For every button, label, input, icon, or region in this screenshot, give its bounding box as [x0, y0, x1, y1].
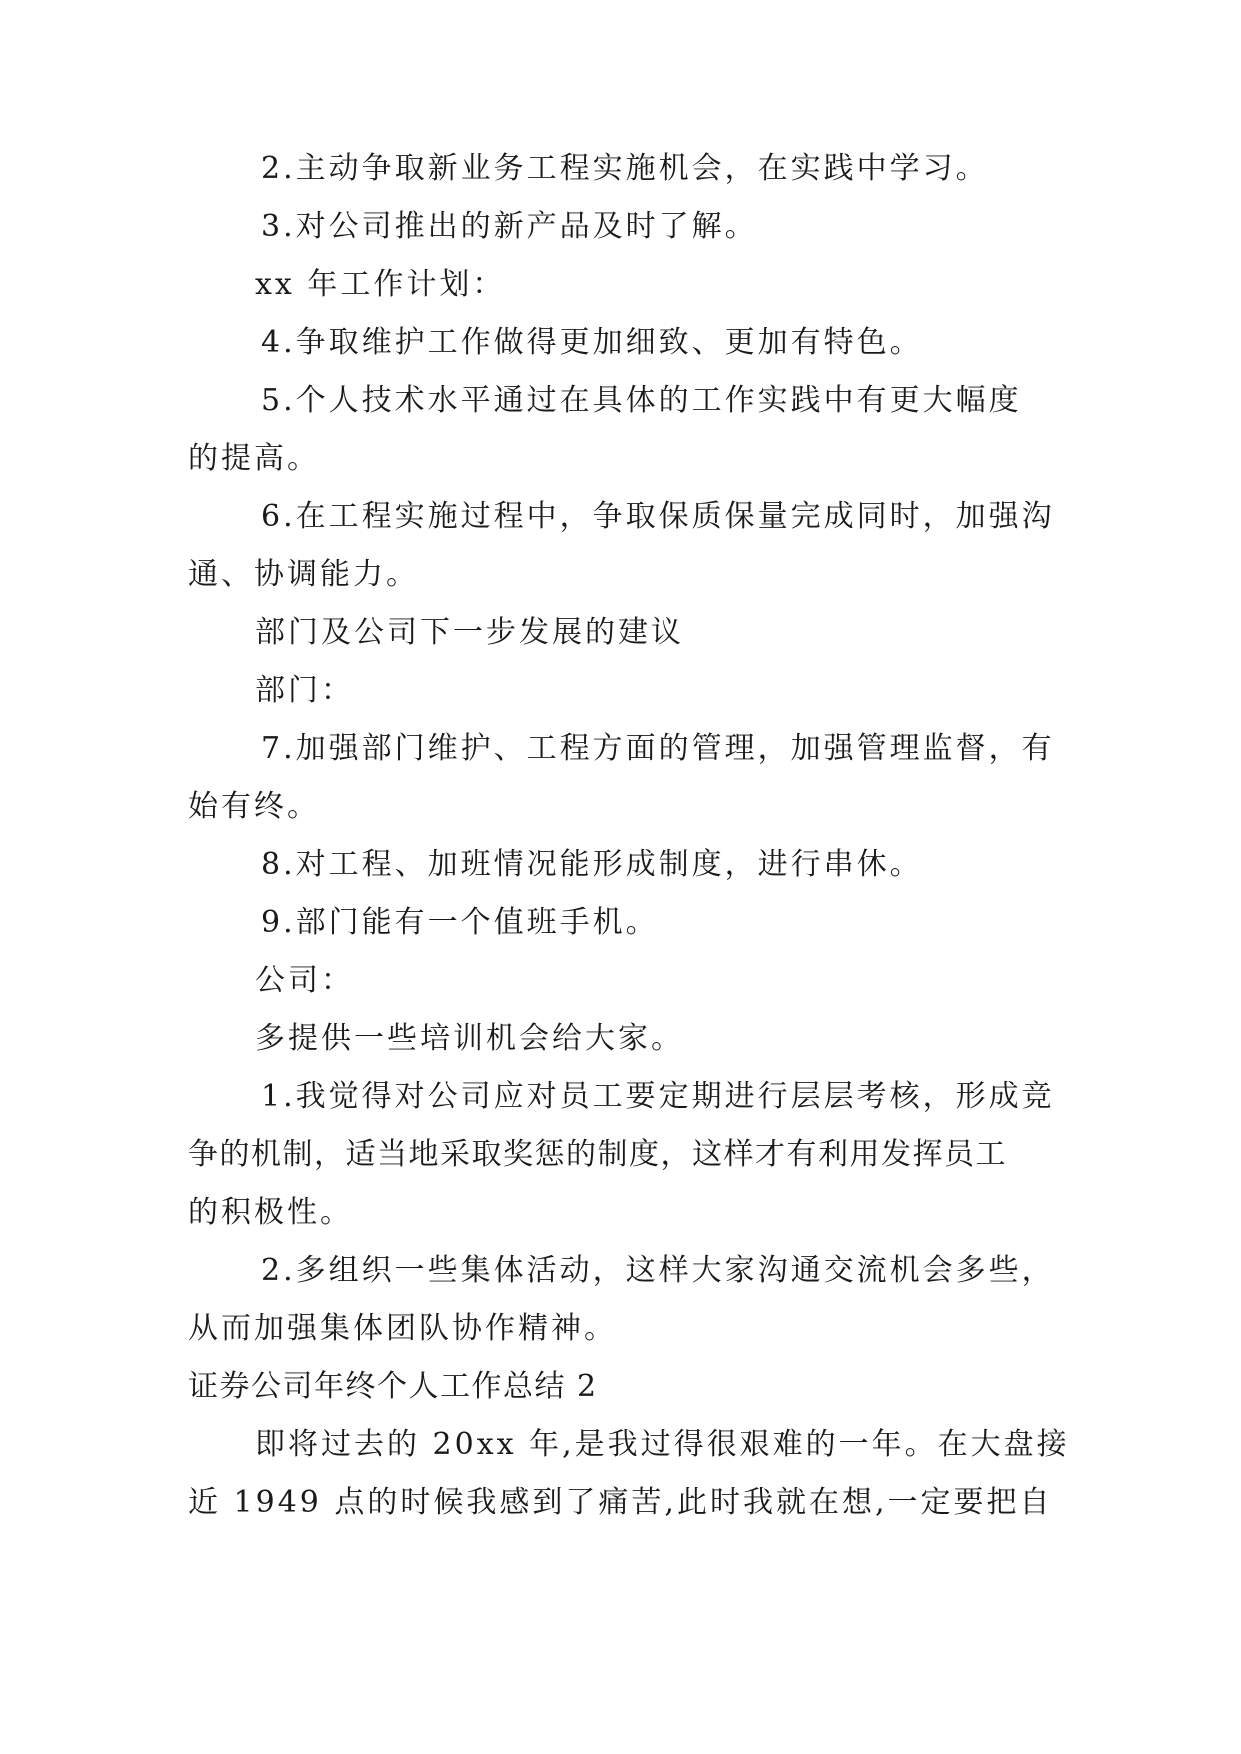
- paragraph-line: 4.争取维护工作做得更加细致、更加有特色。: [261, 325, 923, 360]
- paragraph-line: 2.主动争取新业务工程实施机会，在实践中学习。: [261, 151, 989, 186]
- paragraph-line: 通、协调能力。: [188, 557, 419, 592]
- paragraph-line: 3.对公司推出的新产品及时了解。: [261, 209, 758, 244]
- section-heading: xx 年工作计划：: [255, 267, 506, 302]
- paragraph-line: 1.我觉得对公司应对员工要定期进行层层考核，形成竞: [261, 1079, 1055, 1114]
- paragraph-line: 9.部门能有一个值班手机。: [261, 905, 659, 940]
- paragraph-line: 始有终。: [188, 789, 320, 824]
- paragraph-line: 6.在工程实施过程中，争取保质保量完成同时，加强沟: [261, 499, 1055, 534]
- section-heading: 公司：: [255, 963, 354, 998]
- paragraph-line: 7.加强部门维护、工程方面的管理，加强管理监督，有: [261, 731, 1055, 766]
- section-heading: 部门：: [255, 673, 354, 708]
- paragraph-line: 从而加强集体团队协作精神。: [188, 1311, 617, 1346]
- paragraph-line: 的提高。: [188, 441, 320, 476]
- paragraph-line: 8.对工程、加班情况能形成制度，进行串休。: [261, 847, 923, 882]
- paragraph-line: 的积极性。: [188, 1195, 353, 1230]
- paragraph-line: 争的机制，适当地采取奖惩的制度，这样才有利用发挥员工: [188, 1137, 1007, 1172]
- paragraph-line: 5.个人技术水平通过在具体的工作实践中有更大幅度: [261, 383, 1022, 418]
- paragraph-line: 2.多组织一些集体活动，这样大家沟通交流机会多些，: [261, 1253, 1055, 1288]
- paragraph-line: 即将过去的 20xx 年,是我过得很艰难的一年。在大盘接: [255, 1427, 1070, 1462]
- paragraph-line: 多提供一些培训机会给大家。: [255, 1021, 684, 1056]
- section-heading: 部门及公司下一步发展的建议: [255, 615, 684, 650]
- paragraph-line: 近 1949 点的时候我感到了痛苦,此时我就在想,一定要把自: [188, 1485, 1053, 1520]
- document-title: 证券公司年终个人工作总结 2: [188, 1369, 598, 1404]
